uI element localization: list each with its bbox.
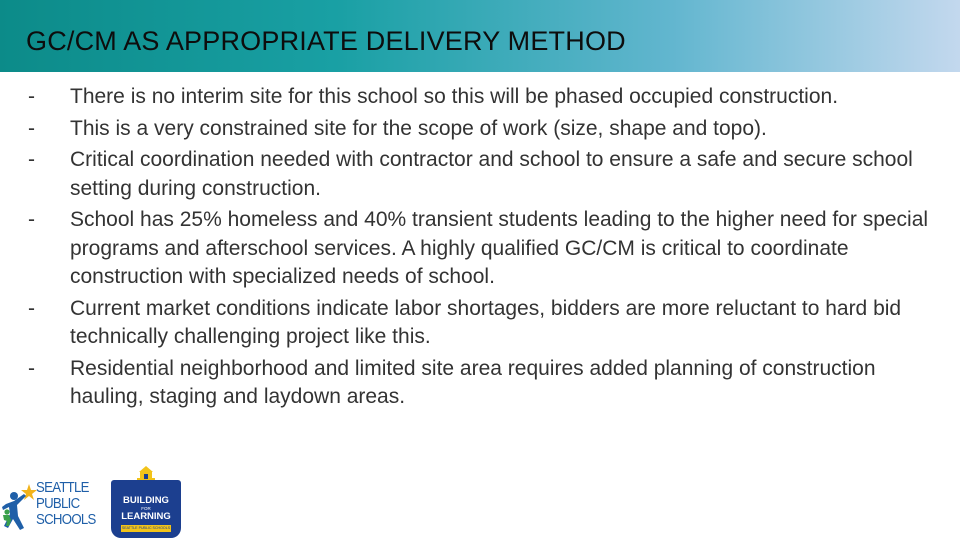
- bfl-tagline: SEATTLE PUBLIC SCHOOLS: [121, 526, 171, 530]
- bullet-item: [28, 206, 948, 292]
- bfl-line-3: LEARNING: [121, 511, 171, 522]
- bullet-text: Residential neighborhood and limited site area requires added planning of construction hauling, staging and laydown areas.: [70, 356, 876, 408]
- bullet-marker: -: [28, 296, 35, 320]
- bullet-marker: -: [28, 208, 35, 231]
- bullet-text: This is a very constrained site for the scope of work (size, shape and topo).: [70, 116, 767, 140]
- bfl-line-2: FOR: [141, 506, 151, 511]
- seattle-public-schools-logo: [0, 478, 104, 534]
- bullet-item: [28, 295, 948, 352]
- building-for-learning-logo: [111, 466, 181, 538]
- bullet-marker: -: [28, 148, 35, 171]
- slide-title: GC/CM AS APPROPRIATE DELIVERY METHOD: [26, 26, 626, 56]
- sps-line-2: PUBLIC: [36, 495, 80, 512]
- bullet-list: [28, 83, 948, 415]
- sps-line-3: SCHOOLS: [36, 511, 96, 528]
- bullet-item: [28, 146, 948, 203]
- bullet-text: School has 25% homeless and 40% transient students leading to the higher need for special programs and afterschool services. A highly qualified GC/CM is critical to coordinate construction with specialized needs of school.: [70, 208, 929, 288]
- bullet-marker: -: [28, 116, 35, 140]
- bullet-marker: -: [28, 356, 35, 380]
- bullet-text: There is no interim site for this school so this will be phased occupied construction.: [70, 85, 839, 108]
- bullet-marker: -: [28, 85, 35, 108]
- sps-wordmark: [36, 480, 104, 528]
- sps-line-1: SEATTLE: [36, 479, 89, 496]
- title-bar: [0, 0, 960, 72]
- bullet-item: [28, 83, 948, 112]
- bullet-text: Current market conditions indicate labor shortages, bidders are more reluctant to hard bid technically challenging project like this.: [70, 296, 902, 348]
- bullet-item: [28, 355, 948, 412]
- bfl-line-1: BUILDING: [123, 495, 169, 506]
- bullet-item: [28, 115, 948, 144]
- figures-with-star-icon: [0, 482, 40, 532]
- bullet-text: Critical coordination needed with contractor and school to ensure a safe and secure school setting during construction.: [70, 148, 913, 200]
